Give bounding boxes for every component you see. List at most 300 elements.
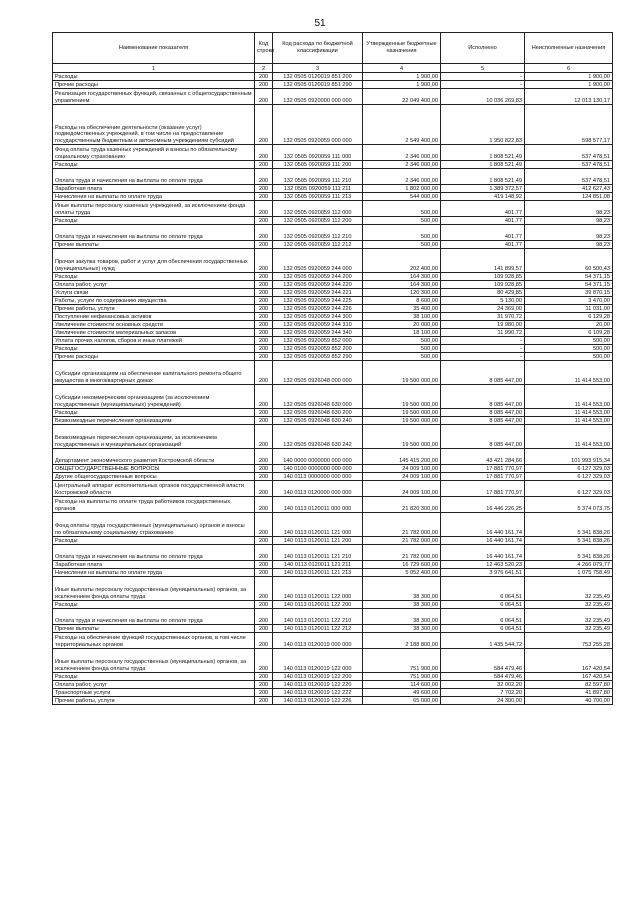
- row-budget-code: 132 0505 0920000 000 000: [273, 89, 363, 105]
- table-row: [53, 241, 613, 249]
- header-indicator-name: Наименование показателя: [53, 33, 255, 64]
- row-budget-code: 140 0113 0120011 121 200: [273, 537, 363, 545]
- row-approved: 1 900,00: [363, 81, 441, 89]
- row-approved: 20 000,00: [363, 321, 441, 329]
- row-executed: 1 950 822,83: [441, 105, 525, 145]
- row-unexecuted: 500,00: [525, 353, 613, 361]
- row-approved: 19 500 000,00: [363, 409, 441, 417]
- row-approved: 22 049 400,00: [363, 89, 441, 105]
- page-number: 51: [314, 18, 326, 29]
- row-budget-code: 140 0100 0000000 000 000: [273, 465, 363, 473]
- row-line-code: 200: [255, 281, 273, 289]
- row-approved: 500,00: [363, 241, 441, 249]
- table-row: [53, 425, 613, 449]
- row-name: Центральный аппарат исполнительных органов государственной власти Костромской области: [53, 481, 255, 497]
- row-approved: 202 400,00: [363, 249, 441, 273]
- row-unexecuted: 98,23: [525, 241, 613, 249]
- row-unexecuted: 167 420,54: [525, 673, 613, 681]
- row-executed: 401,77: [441, 217, 525, 225]
- row-approved: 19 500 000,00: [363, 425, 441, 449]
- table-row: [53, 89, 613, 105]
- row-unexecuted: 32 235,49: [525, 609, 613, 625]
- row-approved: 18 100,00: [363, 329, 441, 337]
- table-row: [53, 297, 613, 305]
- row-approved: 164 300,00: [363, 273, 441, 281]
- row-name: Расходы: [53, 409, 255, 417]
- table-row: [53, 449, 613, 465]
- row-executed: -: [441, 345, 525, 353]
- row-budget-code: 140 0113 0120019 122 200: [273, 673, 363, 681]
- row-approved: 38 300,00: [363, 577, 441, 601]
- row-approved: 49 600,00: [363, 689, 441, 697]
- table-row: [53, 217, 613, 225]
- row-name: Прочие выплаты: [53, 625, 255, 633]
- row-approved: 544 000,00: [363, 193, 441, 201]
- row-budget-code: 140 0000 0000000 000 000: [273, 449, 363, 465]
- table-row: [53, 577, 613, 601]
- row-unexecuted: 537 478,51: [525, 161, 613, 169]
- row-executed: 8 085 447,00: [441, 385, 525, 409]
- row-name: Работы, услуги по содержанию имущества: [53, 297, 255, 305]
- row-line-code: 200: [255, 145, 273, 161]
- row-budget-code: 140 0113 0120019 122 220: [273, 681, 363, 689]
- row-executed: 17 881 770,97: [441, 481, 525, 497]
- table-row: [53, 273, 613, 281]
- row-unexecuted: 11 414 553,00: [525, 417, 613, 425]
- row-unexecuted: 11 414 553,00: [525, 425, 613, 449]
- row-executed: 24 300,00: [441, 697, 525, 705]
- row-executed: 16 440 161,74: [441, 537, 525, 545]
- row-approved: 2 188 800,00: [363, 633, 441, 649]
- row-executed: 11 990,72: [441, 329, 525, 337]
- row-approved: 500,00: [363, 217, 441, 225]
- row-approved: 1 802 000,00: [363, 185, 441, 193]
- table-row: [53, 537, 613, 545]
- row-executed: 19 980,00: [441, 321, 525, 329]
- row-name: Фонд оплаты труда государственных (муниципальных) органов и взносы по обязательному социальному страхованию: [53, 513, 255, 537]
- row-line-code: 200: [255, 345, 273, 353]
- column-number: 5: [441, 64, 525, 73]
- table-row: [53, 609, 613, 625]
- row-name: Расходы: [53, 273, 255, 281]
- row-name: Расходы: [53, 601, 255, 609]
- row-line-code: 200: [255, 513, 273, 537]
- row-budget-code: 140 0113 0120011 121 211: [273, 561, 363, 569]
- row-approved: 2 346 000,00: [363, 145, 441, 161]
- row-budget-code: 140 0113 0120011 122 210: [273, 609, 363, 625]
- row-budget-code: 132 0505 0920059 000 000: [273, 105, 363, 145]
- row-approved: 500,00: [363, 353, 441, 361]
- row-budget-code: 132 0505 0926048 630 240: [273, 417, 363, 425]
- row-name: Уплата прочих налогов, сборов и иных платежей: [53, 337, 255, 345]
- row-budget-code: 140 0113 0120011 121 210: [273, 545, 363, 561]
- row-line-code: 200: [255, 569, 273, 577]
- row-unexecuted: 537 478,51: [525, 169, 613, 185]
- table-row: [53, 201, 613, 217]
- row-approved: 16 729 600,00: [363, 561, 441, 569]
- row-name: Расходы: [53, 73, 255, 81]
- header-budget-code: Код расхода по бюджетной классификации: [273, 33, 363, 64]
- row-executed: 16 440 161,74: [441, 545, 525, 561]
- row-executed: 8 085 447,00: [441, 409, 525, 417]
- row-line-code: 200: [255, 449, 273, 465]
- row-budget-code: 132 0505 0920059 244 220: [273, 281, 363, 289]
- row-name: Прочие расходы: [53, 81, 255, 89]
- row-budget-code: 132 0505 0920059 112 000: [273, 201, 363, 217]
- row-unexecuted: 98,23: [525, 217, 613, 225]
- row-approved: 38 300,00: [363, 609, 441, 625]
- row-executed: 6 064,51: [441, 577, 525, 601]
- row-unexecuted: 39 870,15: [525, 289, 613, 297]
- row-name: Заработная плата: [53, 561, 255, 569]
- row-budget-code: 132 0505 0120019 851 200: [273, 73, 363, 81]
- row-name: Субсидии некоммерческим организациям (за исключением государственных (муниципальных) учреждений): [53, 385, 255, 409]
- row-approved: 5 052 400,00: [363, 569, 441, 577]
- row-budget-code: 132 0505 0920059 112 210: [273, 225, 363, 241]
- row-unexecuted: 11 414 553,00: [525, 385, 613, 409]
- row-executed: 31 970,72: [441, 313, 525, 321]
- row-line-code: 200: [255, 193, 273, 201]
- row-name: Иные выплаты персоналу государственных (муниципальных) органов, за исключением фонда оплаты труда: [53, 649, 255, 673]
- row-unexecuted: 98,23: [525, 201, 613, 217]
- row-line-code: 200: [255, 169, 273, 185]
- row-approved: 2 346 000,00: [363, 161, 441, 169]
- row-budget-code: 132 0505 0920059 111 211: [273, 185, 363, 193]
- row-approved: 114 600,00: [363, 681, 441, 689]
- row-name: Расходы: [53, 161, 255, 169]
- row-budget-code: 132 0505 0920059 852 000: [273, 337, 363, 345]
- row-unexecuted: 54 371,15: [525, 273, 613, 281]
- row-name: Оплата труда и начисления на выплаты по оплате труда: [53, 225, 255, 241]
- row-unexecuted: 98,23: [525, 225, 613, 241]
- table-row: [53, 313, 613, 321]
- row-line-code: 200: [255, 217, 273, 225]
- table-row: [53, 225, 613, 241]
- table-row: [53, 417, 613, 425]
- table-row: [53, 105, 613, 145]
- row-executed: 141 899,57: [441, 249, 525, 273]
- row-name: Расходы: [53, 345, 255, 353]
- row-budget-code: 132 0505 0920059 244 310: [273, 321, 363, 329]
- row-approved: 24 009 100,00: [363, 465, 441, 473]
- row-unexecuted: 124 851,08: [525, 193, 613, 201]
- row-line-code: 200: [255, 321, 273, 329]
- row-approved: 19 500 000,00: [363, 361, 441, 385]
- table-row: [53, 249, 613, 273]
- row-line-code: 200: [255, 297, 273, 305]
- row-name: Поступление нефинансовых активов: [53, 313, 255, 321]
- row-approved: 500,00: [363, 337, 441, 345]
- row-executed: 1 389 372,57: [441, 185, 525, 193]
- row-budget-code: 140 0113 0120019 000 000: [273, 633, 363, 649]
- row-budget-code: 140 0113 0120011 121 000: [273, 513, 363, 537]
- row-budget-code: 132 0505 0120019 851 290: [273, 81, 363, 89]
- row-unexecuted: 5 341 838,26: [525, 513, 613, 537]
- row-budget-code: 132 0505 0920059 852 200: [273, 345, 363, 353]
- row-budget-code: 132 0505 0920059 111 000: [273, 145, 363, 161]
- row-approved: 8 600,00: [363, 297, 441, 305]
- row-budget-code: 132 0505 0926048 630 200: [273, 409, 363, 417]
- row-line-code: 200: [255, 425, 273, 449]
- row-approved: 2 346 000,00: [363, 169, 441, 185]
- row-executed: 109 928,85: [441, 273, 525, 281]
- row-unexecuted: 1 075 758,49: [525, 569, 613, 577]
- row-budget-code: 140 0113 0120011 122 212: [273, 625, 363, 633]
- row-budget-code: 132 0505 0920059 244 000: [273, 249, 363, 273]
- row-unexecuted: 11 414 553,00: [525, 361, 613, 385]
- row-unexecuted: 412 627,43: [525, 185, 613, 193]
- row-line-code: 200: [255, 81, 273, 89]
- row-approved: 19 500 000,00: [363, 417, 441, 425]
- row-approved: 751 900,00: [363, 649, 441, 673]
- row-executed: 43 421 284,66: [441, 449, 525, 465]
- table-row: [53, 561, 613, 569]
- row-executed: 8 085 447,00: [441, 425, 525, 449]
- row-budget-code: 140 0113 0120019 122 222: [273, 689, 363, 697]
- row-executed: -: [441, 353, 525, 361]
- row-name: Прочие выплаты: [53, 241, 255, 249]
- column-number-row: [53, 64, 613, 73]
- column-number: 1: [53, 64, 255, 73]
- row-approved: 1 900,00: [363, 73, 441, 81]
- row-budget-code: 132 0505 0920059 111 200: [273, 161, 363, 169]
- row-budget-code: 132 0505 0920059 244 226: [273, 305, 363, 313]
- row-unexecuted: 753 255,28: [525, 633, 613, 649]
- table-row: [53, 513, 613, 537]
- row-unexecuted: 167 420,54: [525, 649, 613, 673]
- column-number: 4: [363, 64, 441, 73]
- row-line-code: 200: [255, 497, 273, 513]
- row-line-code: 200: [255, 625, 273, 633]
- row-executed: -: [441, 73, 525, 81]
- row-name: Иные выплаты персоналу государственных (муниципальных) органов, за исключением фонда оплаты труда: [53, 577, 255, 601]
- table-row: [53, 625, 613, 633]
- table-header-row: [53, 33, 613, 64]
- row-approved: 38 300,00: [363, 601, 441, 609]
- column-number: 6: [525, 64, 613, 73]
- row-line-code: 200: [255, 185, 273, 193]
- table-row: [53, 681, 613, 689]
- header-executed: Исполнено: [441, 33, 525, 64]
- row-unexecuted: 32 235,49: [525, 625, 613, 633]
- row-budget-code: 132 0505 0920059 244 221: [273, 289, 363, 297]
- row-budget-code: 132 0505 0920059 244 200: [273, 273, 363, 281]
- row-unexecuted: 40 700,00: [525, 697, 613, 705]
- row-budget-code: 132 0505 0920059 244 340: [273, 329, 363, 337]
- row-name: Расходы: [53, 673, 255, 681]
- row-executed: 24 369,00: [441, 305, 525, 313]
- table-row: [53, 481, 613, 497]
- row-approved: 35 400,00: [363, 305, 441, 313]
- row-unexecuted: 41 897,80: [525, 689, 613, 697]
- row-name: Услуги связи: [53, 289, 255, 297]
- table-row: [53, 353, 613, 361]
- row-name: Безвозмездные перечисления организациям, за исключением государственных и муниципальных организаций: [53, 425, 255, 449]
- row-approved: 38 100,00: [363, 313, 441, 321]
- row-line-code: 200: [255, 201, 273, 217]
- header-line-code: Код строки: [255, 33, 273, 64]
- table-row: [53, 321, 613, 329]
- row-unexecuted: 32 235,49: [525, 577, 613, 601]
- row-budget-code: 140 0113 0120019 122 226: [273, 697, 363, 705]
- row-budget-code: 132 0505 0926048 630 242: [273, 425, 363, 449]
- row-executed: 10 036 269,83: [441, 89, 525, 105]
- row-name: Реализация государственных функций, связанных с общегосударственным управлением: [53, 89, 255, 105]
- row-line-code: 200: [255, 417, 273, 425]
- row-executed: 1 808 521,49: [441, 145, 525, 161]
- row-name: Расходы на обеспечение функций государственных органов, в том числе территориальных органов: [53, 633, 255, 649]
- row-unexecuted: 598 577,17: [525, 105, 613, 145]
- table-row: [53, 545, 613, 561]
- row-budget-code: 140 0113 0000000 000 000: [273, 473, 363, 481]
- row-name: Расходы: [53, 537, 255, 545]
- row-line-code: 200: [255, 545, 273, 561]
- row-executed: 5 130,00: [441, 297, 525, 305]
- table-row: [53, 281, 613, 289]
- row-unexecuted: 20,00: [525, 321, 613, 329]
- row-approved: 21 782 000,00: [363, 545, 441, 561]
- row-line-code: 200: [255, 633, 273, 649]
- row-name: Заработная плата: [53, 185, 255, 193]
- row-unexecuted: 537 478,51: [525, 145, 613, 161]
- row-executed: 7 702,20: [441, 689, 525, 697]
- row-budget-code: 132 0505 0920059 111 213: [273, 193, 363, 201]
- row-unexecuted: 1 900,00: [525, 81, 613, 89]
- budget-execution-table: [52, 32, 613, 705]
- row-executed: 12 463 520,23: [441, 561, 525, 569]
- row-executed: 1 808 521,49: [441, 169, 525, 185]
- row-line-code: 200: [255, 225, 273, 241]
- row-name: Прочие расходы: [53, 353, 255, 361]
- table-row: [53, 169, 613, 185]
- row-executed: 109 928,85: [441, 281, 525, 289]
- table-row: [53, 329, 613, 337]
- row-line-code: 200: [255, 73, 273, 81]
- row-line-code: 200: [255, 89, 273, 105]
- row-budget-code: 140 0113 0120000 000 000: [273, 481, 363, 497]
- table-row: [53, 305, 613, 313]
- row-line-code: 200: [255, 649, 273, 673]
- table-row: [53, 497, 613, 513]
- table-row: [53, 73, 613, 81]
- table-row: [53, 81, 613, 89]
- row-budget-code: 140 0113 0120011 122 000: [273, 577, 363, 601]
- row-unexecuted: 6 127 329,03: [525, 465, 613, 473]
- row-name: Прочие работы, услуги: [53, 305, 255, 313]
- table-row: [53, 465, 613, 473]
- table-row: [53, 633, 613, 649]
- row-approved: 751 900,00: [363, 673, 441, 681]
- row-unexecuted: 82 597,80: [525, 681, 613, 689]
- row-line-code: 200: [255, 577, 273, 601]
- row-executed: 401,77: [441, 225, 525, 241]
- row-budget-code: 132 0505 0926048 630 000: [273, 385, 363, 409]
- row-budget-code: 132 0505 0920059 111 210: [273, 169, 363, 185]
- column-number: 3: [273, 64, 363, 73]
- table-row: [53, 361, 613, 385]
- row-unexecuted: 5 341 838,26: [525, 537, 613, 545]
- table-row: [53, 569, 613, 577]
- row-name: Иные выплаты персоналу казенных учреждений, за исключением фонда оплаты труда: [53, 201, 255, 217]
- row-executed: 584 479,46: [441, 649, 525, 673]
- row-line-code: 200: [255, 681, 273, 689]
- row-unexecuted: 60 500,43: [525, 249, 613, 273]
- row-name: Расходы на обеспечение деятельности (оказание услуг) подведомственных учреждений, в том числе на предоставление государственным бюджетным и автономным учреждениям субсидий: [53, 105, 255, 145]
- table-row: [53, 473, 613, 481]
- row-line-code: 200: [255, 385, 273, 409]
- row-unexecuted: 11 031,00: [525, 305, 613, 313]
- row-line-code: 200: [255, 313, 273, 321]
- row-name: Прочая закупка товаров, работ и услуг для обеспечения государственных (муниципальных) нужд: [53, 249, 255, 273]
- table-row: [53, 161, 613, 169]
- row-name: Увеличение стоимости основных средств: [53, 321, 255, 329]
- row-name: Субсидии организациям на обеспечение капитального ремонта общего имущества в многоквартирных домах: [53, 361, 255, 385]
- row-executed: 16 440 161,74: [441, 513, 525, 537]
- row-line-code: 200: [255, 409, 273, 417]
- row-approved: 500,00: [363, 225, 441, 241]
- row-budget-code: 140 0113 0120011 121 213: [273, 569, 363, 577]
- row-line-code: 200: [255, 481, 273, 497]
- row-name: Фонд оплаты труда казенных учреждений и взносы по обязательному социальному страхованию: [53, 145, 255, 161]
- row-line-code: 200: [255, 361, 273, 385]
- table-row: [53, 689, 613, 697]
- row-unexecuted: 32 235,49: [525, 601, 613, 609]
- table-row: [53, 289, 613, 297]
- column-number: 2: [255, 64, 273, 73]
- row-line-code: 200: [255, 561, 273, 569]
- row-name: Департамент экономического развития Костромской области: [53, 449, 255, 465]
- row-budget-code: 140 0113 0120011 122 200: [273, 601, 363, 609]
- row-line-code: 200: [255, 601, 273, 609]
- row-unexecuted: 3 470,00: [525, 297, 613, 305]
- row-name: Начисления на выплаты по оплате труда: [53, 569, 255, 577]
- row-unexecuted: 6 129,28: [525, 313, 613, 321]
- row-unexecuted: 11 414 553,00: [525, 409, 613, 417]
- row-executed: 17 881 770,97: [441, 465, 525, 473]
- row-line-code: 200: [255, 337, 273, 345]
- row-name: Начисления на выплаты по оплате труда: [53, 193, 255, 201]
- row-unexecuted: 1 900,00: [525, 73, 613, 81]
- table-row: [53, 337, 613, 345]
- table-row: [53, 649, 613, 673]
- row-unexecuted: 4 266 079,77: [525, 561, 613, 569]
- row-unexecuted: 500,00: [525, 337, 613, 345]
- row-executed: 80 429,85: [441, 289, 525, 297]
- row-name: Оплата работ, услуг: [53, 281, 255, 289]
- row-line-code: 200: [255, 273, 273, 281]
- row-budget-code: 132 0505 0920059 112 212: [273, 241, 363, 249]
- row-unexecuted: 6 109,28: [525, 329, 613, 337]
- row-name: ОБЩЕГОСУДАРСТВЕННЫЕ ВОПРОСЫ: [53, 465, 255, 473]
- table-row: [53, 673, 613, 681]
- row-name: Оплата труда и начисления на выплаты по оплате труда: [53, 169, 255, 185]
- row-approved: 500,00: [363, 345, 441, 353]
- row-executed: 8 085 447,00: [441, 361, 525, 385]
- row-name: Расходы: [53, 217, 255, 225]
- table-row: [53, 409, 613, 417]
- row-executed: 17 881 770,97: [441, 473, 525, 481]
- row-line-code: 200: [255, 473, 273, 481]
- row-executed: 16 446 226,25: [441, 497, 525, 513]
- header-approved: Утвержденные бюджетные назначения: [363, 33, 441, 64]
- row-executed: 3 976 641,51: [441, 569, 525, 577]
- row-unexecuted: 500,00: [525, 345, 613, 353]
- table-row: [53, 345, 613, 353]
- row-executed: 6 064,51: [441, 601, 525, 609]
- row-unexecuted: 5 341 838,26: [525, 545, 613, 561]
- row-executed: -: [441, 81, 525, 89]
- row-name: Другие общегосударственные вопросы: [53, 473, 255, 481]
